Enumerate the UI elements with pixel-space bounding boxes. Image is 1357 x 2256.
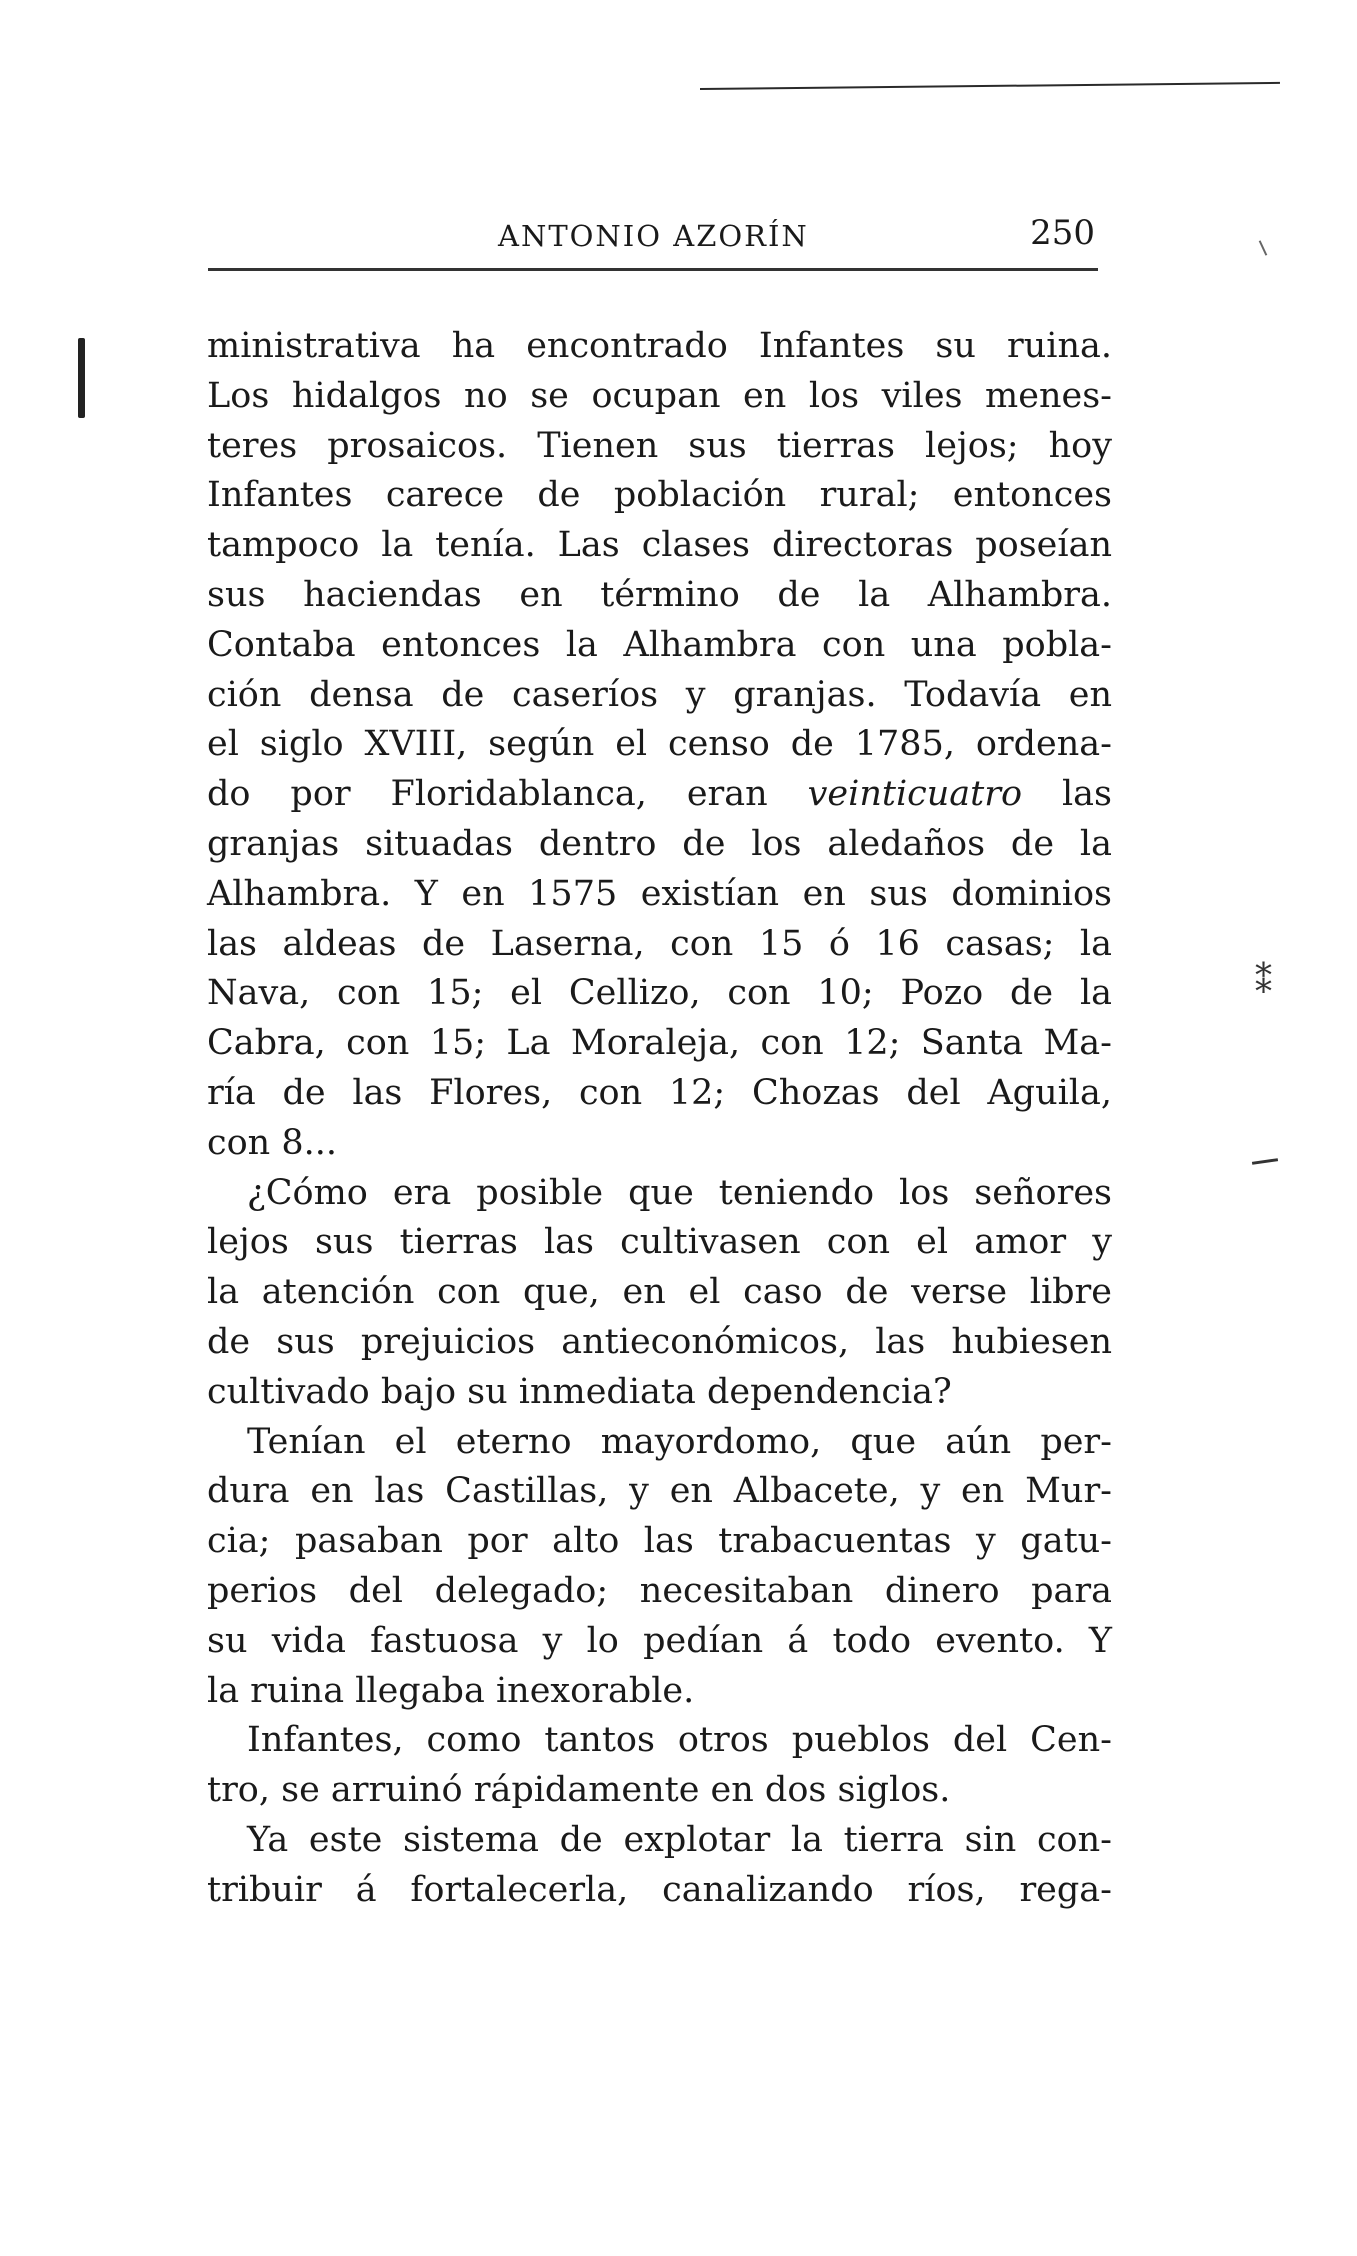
text-line: Ya este sistema de explotar la tierra sin con- — [247, 1819, 1112, 1860]
text-line: Contaba entonces la Alhambra con una pobla- — [207, 624, 1112, 665]
text-line: Infantes, como tantos otros pueblos del Cen- — [247, 1720, 1112, 1761]
text-line: cia; pasaban por alto las trabacuentas y gatu- — [207, 1521, 1112, 1562]
margin-mark-right: ⁑ — [1255, 962, 1272, 1002]
text-line: Cabra, con 15; La Moraleja, con 12; Santa Ma- — [207, 1023, 1112, 1064]
text-line: su vida fastuosa y lo pedían á todo evento. Y — [207, 1620, 1112, 1661]
text-line: granjas situadas dentro de los aledaños de la — [207, 823, 1112, 864]
page-number: 250 — [1030, 213, 1095, 253]
text-line: ministrativa ha encontrado Infantes su ruina. — [207, 326, 1112, 366]
text-line: tribuir á fortalecerla, canalizando ríos, rega- — [207, 1869, 1112, 1910]
body-text — [207, 322, 1112, 1916]
text-line: sus haciendas en término de la Alhambra. — [207, 574, 1112, 615]
running-head: ANTONIO AZORÍN — [498, 219, 809, 253]
top-decorative-rule — [700, 82, 1280, 90]
text-line: Infantes carece de población rural; entonces — [207, 475, 1112, 516]
text-line: cultivado bajo su inmediata dependencia? — [207, 1371, 952, 1412]
margin-tick-mark — [1259, 240, 1268, 255]
text-line: la ruina llegaba inexorable. — [207, 1670, 695, 1711]
margin-dash-mark — [1252, 1158, 1278, 1165]
page-header — [205, 215, 1105, 255]
text-line: con 8... — [207, 1122, 337, 1163]
text-line: Los hidalgos no se ocupan en los viles menes- — [207, 375, 1112, 416]
text-line: ¿Cómo era posible que teniendo los señores — [247, 1172, 1112, 1213]
text-line: la atención con que, en el caso de verse libre — [207, 1272, 1112, 1313]
italic-word: veinticuatro — [807, 774, 1023, 815]
text-line: Alhambra. Y en 1575 existían en sus dominios — [207, 873, 1112, 914]
text-line: Tenían el eterno mayordomo, que aún per- — [247, 1421, 1112, 1462]
text-segment: do por Floridablanca, eran — [207, 774, 768, 815]
header-rule — [208, 268, 1098, 271]
text-line: de sus prejuicios antieconómicos, las hubiesen — [207, 1321, 1112, 1362]
text-line: perios del delegado; necesitaban dinero para — [207, 1570, 1112, 1611]
text-line: tampoco la tenía. Las clases directoras poseían — [207, 525, 1112, 566]
text-line: dura en las Castillas, y en Albacete, y en Mur- — [207, 1471, 1112, 1512]
text-line: ría de las Flores, con 12; Chozas del Aguila, — [207, 1072, 1112, 1113]
text-line: Nava, con 15; el Cellizo, con 10; Pozo de la — [207, 973, 1112, 1014]
margin-mark-left — [78, 338, 85, 418]
text-line — [207, 770, 1112, 820]
text-line: teres prosaicos. Tienen sus tierras lejos; hoy — [207, 425, 1112, 466]
text-line: las aldeas de Laserna, con 15 ó 16 casas; la — [207, 923, 1112, 964]
text-line: ción densa de caseríos y granjas. Todavía en — [207, 674, 1112, 715]
text-line: el siglo XVIII, según el censo de 1785, ordena- — [207, 724, 1112, 765]
text-line: lejos sus tierras las cultivasen con el amor y — [207, 1222, 1112, 1263]
text-segment: las — [1061, 774, 1112, 815]
text-line: tro, se arruinó rápidamente en dos siglos. — [207, 1770, 951, 1811]
